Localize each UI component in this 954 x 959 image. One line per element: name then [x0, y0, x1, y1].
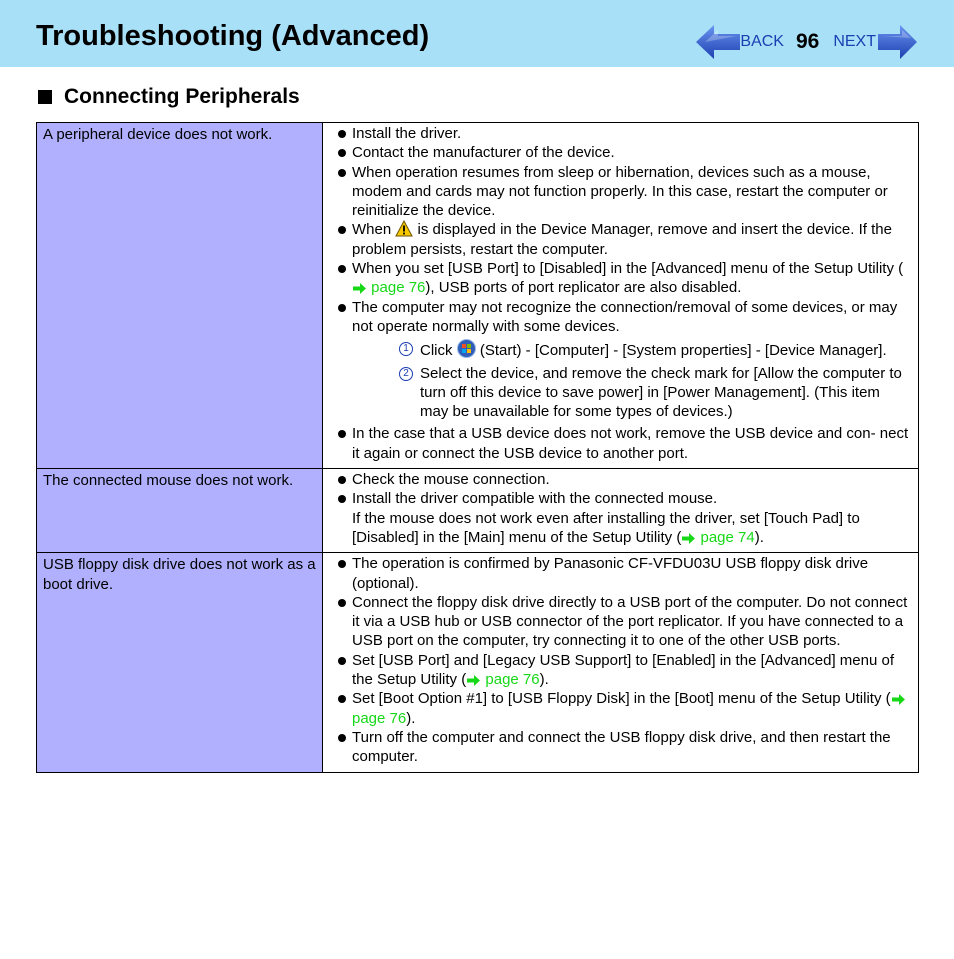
page-link[interactable] [466, 671, 539, 688]
page-number: 96 [795, 30, 820, 53]
issue-cell: USB floppy disk drive does not work as a boot drive. [37, 553, 323, 772]
section-title: Connecting Peripherals [64, 85, 300, 108]
step-item [352, 339, 912, 360]
text-segment: When you set [USB Port] to [Disabled] in the [Advanced] menu of the Setup Utility ( [352, 260, 904, 278]
text-segment: ), USB ports of port replicator are also disabled. [425, 279, 742, 297]
square-bullet-icon [38, 90, 52, 104]
list-item: Contact the manufacturer of the device. [329, 143, 912, 162]
page-header [0, 0, 954, 67]
page-link[interactable] [681, 529, 754, 546]
next-button[interactable]: NEXT [833, 33, 876, 50]
list-item [329, 489, 912, 547]
page-link-label: page 76 [371, 279, 426, 297]
list-item [329, 298, 912, 422]
section-heading [38, 85, 300, 109]
list-item [329, 220, 912, 259]
text-segment: (Start) - [Computer] - [System properties] - [Device Manager]. [475, 342, 887, 360]
text-segment: is displayed in the Device Manager, remove and insert the device. If the problem persists, restart the computer. [352, 221, 892, 258]
page-link-label: page 74 [700, 528, 755, 546]
step-item [352, 364, 912, 422]
table-row [37, 469, 919, 553]
text-segment: ). [539, 671, 549, 689]
list-item [329, 689, 912, 728]
table-row [37, 553, 919, 772]
step-number: 1 [399, 342, 413, 356]
windows-start-icon [457, 339, 476, 358]
solution-cell [323, 553, 919, 772]
text-segment: ). [754, 528, 764, 546]
list-item: Connect the floppy disk drive directly to a USB port of the computer. Do not connect it via a USB hub or USB connector of the port replicator. If you have connected to a USB port on the computer, try connecting it to one of the other USB ports. [329, 593, 912, 651]
list-item: Check the mouse connection. [329, 470, 912, 489]
link-arrow-icon [681, 532, 696, 545]
list-item: In the case that a USB device does not work, remove the USB device and con- nect it again or connect the USB device to another port. [329, 424, 912, 463]
text-segment: ). [406, 709, 416, 727]
page-link-label: page 76 [352, 709, 407, 727]
page-link-label: page 76 [485, 671, 540, 689]
solution-cell [323, 123, 919, 469]
steps-list [352, 339, 912, 421]
text-segment: Click [420, 342, 457, 360]
solution-list [329, 554, 912, 766]
step-number: 2 [399, 367, 413, 381]
page-navigation [694, 22, 918, 62]
list-item: Turn off the computer and connect the USB floppy disk drive, and then restart the computer. [329, 728, 912, 767]
back-button[interactable]: BACK [740, 33, 784, 50]
link-arrow-icon [352, 282, 367, 295]
link-arrow-icon [891, 693, 906, 706]
text-segment: The computer may not recognize the connection/removal of some devices, or may not operate normally with some devices. [352, 298, 898, 335]
solution-cell [323, 469, 919, 553]
issue-cell: The connected mouse does not work. [37, 469, 323, 553]
troubleshooting-table [36, 122, 919, 773]
table-row [37, 123, 919, 469]
back-arrow-icon[interactable] [694, 23, 742, 61]
list-item: Install the driver. [329, 124, 912, 143]
text-segment: Install the driver compatible with the connected mouse. [352, 490, 718, 508]
list-item [329, 651, 912, 690]
issue-cell: A peripheral device does not work. [37, 123, 323, 469]
solution-list [329, 124, 912, 463]
list-item [329, 259, 912, 298]
list-item: The operation is confirmed by Panasonic CF-VFDU03U USB floppy disk drive (optional). [329, 554, 912, 593]
text-segment: When [352, 221, 396, 239]
text-segment: Set [Boot Option #1] to [USB Floppy Disk] in the [Boot] menu of the Setup Utility ( [352, 690, 891, 708]
text-segment: Set [USB Port] and [Legacy USB Support] to [Enabled] in the [Advanced] menu of the Setup Utility ( [352, 651, 894, 689]
text-segment: If the mouse does not work even after installing the driver, set [Touch Pad] to [Disabled] in the [Main] menu of the Setup Utility ( [352, 509, 860, 546]
link-arrow-icon [466, 674, 481, 687]
list-item: When operation resumes from sleep or hibernation, devices such as a mouse, modem and cards may not function properly. In this case, restart the computer or reinitialize the device. [329, 163, 912, 221]
next-arrow-icon[interactable] [878, 23, 918, 61]
solution-list [329, 470, 912, 547]
text-segment: Select the device, and remove the check mark for [Allow the computer to turn off this device to save power] in [Power Management]. (This item may be unavailable for some types of devices.) [420, 364, 902, 421]
page-title: Troubleshooting (Advanced) [36, 20, 430, 52]
warning-icon [395, 220, 413, 237]
page-link[interactable] [352, 279, 425, 296]
